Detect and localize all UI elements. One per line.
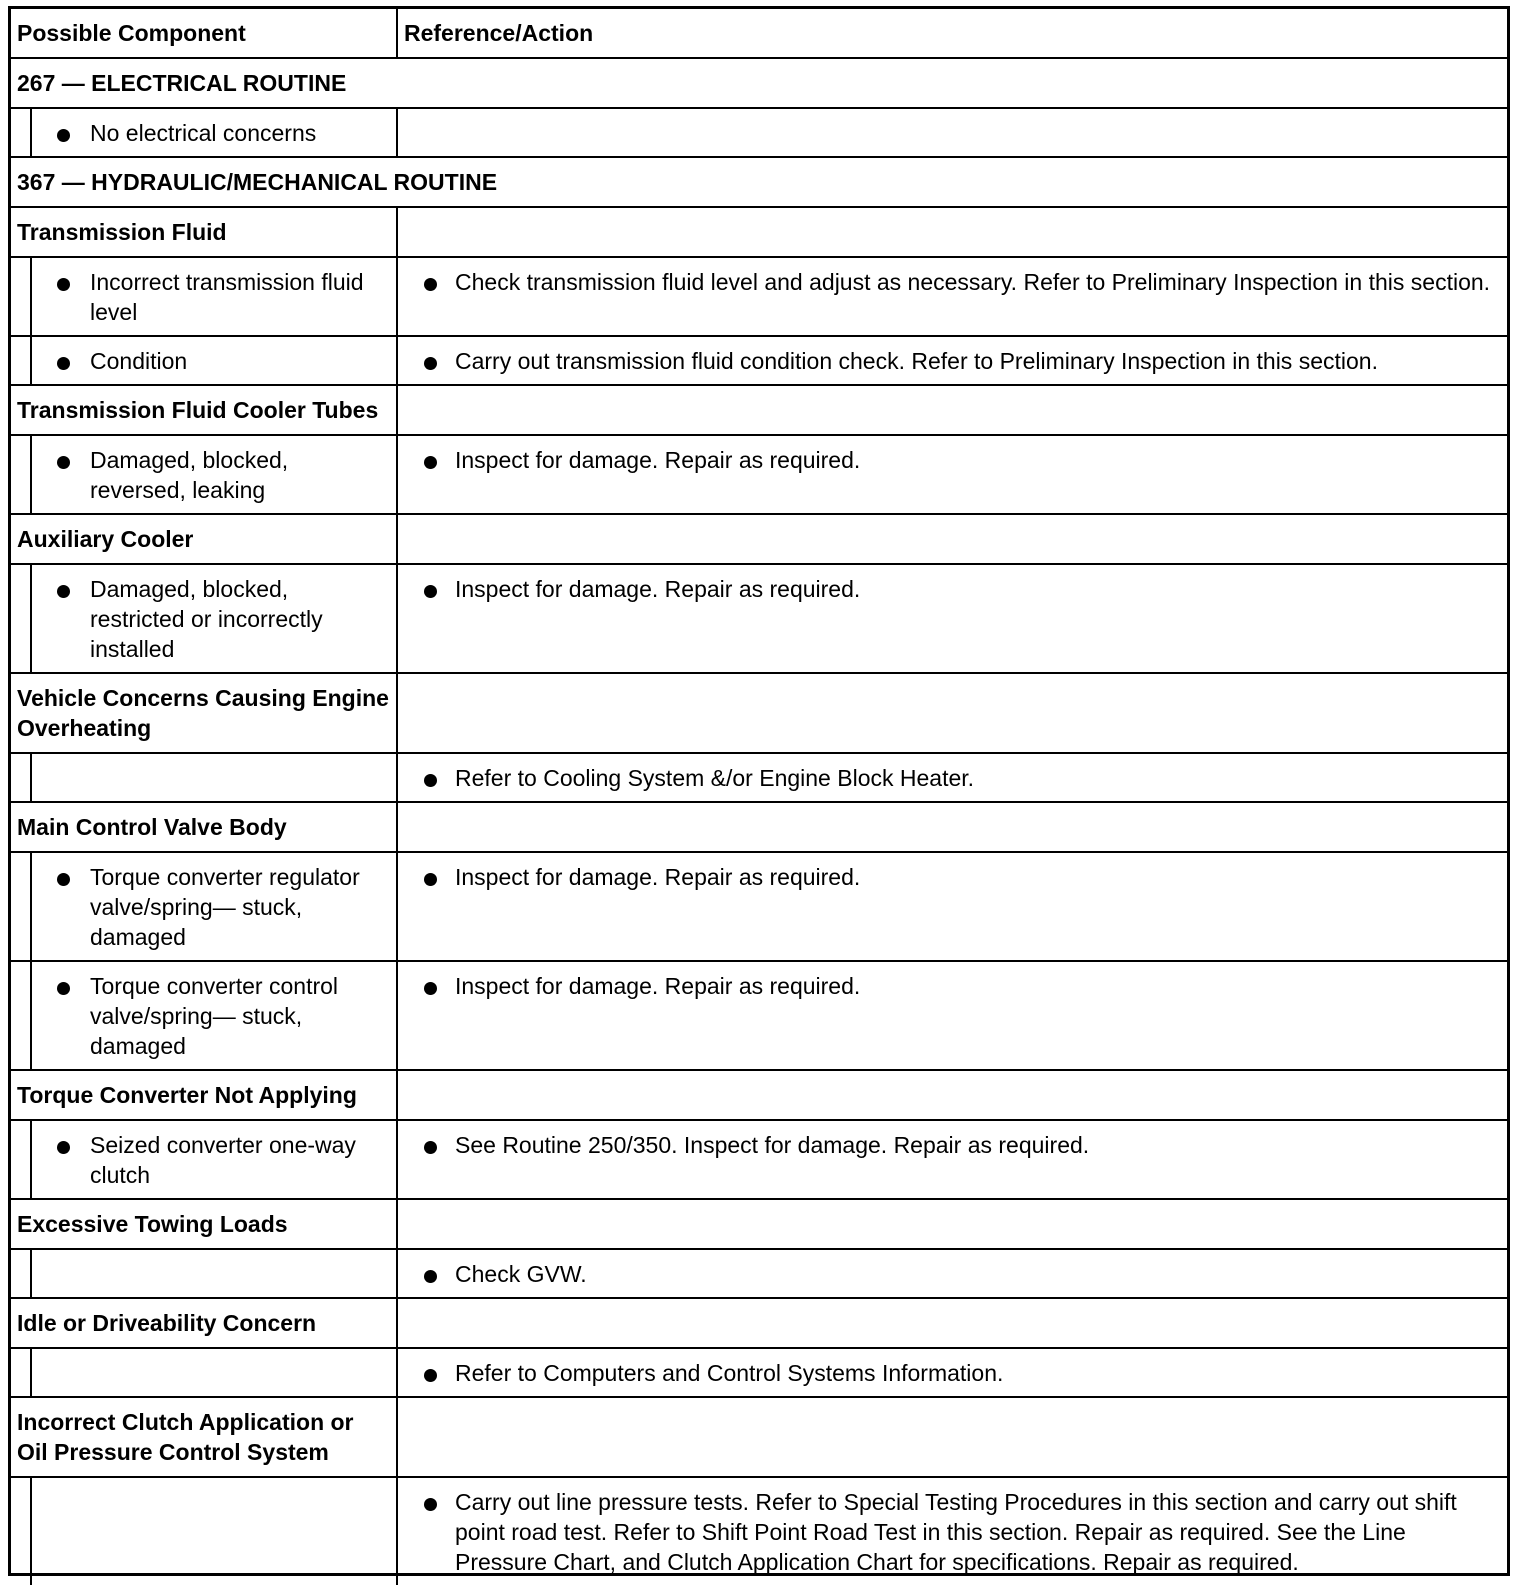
group-auxiliary-cooler: Auxiliary Cooler bbox=[11, 514, 397, 564]
component-text: Incorrect transmission fluid level bbox=[90, 269, 364, 325]
action-cell bbox=[397, 1120, 1507, 1199]
group-clutch-application: Incorrect Clutch Application or Oil Pressure Control System bbox=[11, 1397, 397, 1477]
action-cell bbox=[397, 753, 1507, 802]
action-cell bbox=[397, 1070, 1507, 1120]
group-engine-overheating: Vehicle Concerns Causing Engine Overheating bbox=[11, 673, 397, 753]
indent-cell bbox=[11, 1249, 31, 1298]
group-cooler-tubes: Transmission Fluid Cooler Tubes bbox=[11, 385, 397, 435]
action-cell bbox=[397, 514, 1507, 564]
bullet-icon bbox=[424, 1498, 437, 1511]
bullet-icon bbox=[57, 585, 70, 598]
action-text: Inspect for damage. Repair as required. bbox=[455, 447, 861, 473]
bullet-icon bbox=[424, 873, 437, 886]
indent-cell bbox=[11, 852, 31, 961]
header-possible-component: Possible Component bbox=[11, 9, 397, 58]
item-row bbox=[11, 1249, 1507, 1298]
action-text: Refer to Computers and Control Systems Information. bbox=[455, 1360, 1004, 1386]
action-cell bbox=[397, 1397, 1507, 1477]
group-torque-converter-not-applying: Torque Converter Not Applying bbox=[11, 1070, 397, 1120]
section-electrical-routine: 267 — ELECTRICAL ROUTINE bbox=[11, 58, 1507, 108]
item-row bbox=[11, 435, 1507, 514]
action-text: Carry out line pressure tests. Refer to Special Testing Procedures in this section and carry out shift point road test. Refer to Shift Point Road Test in this section. Repair as required. See the Line Pressure Chart, and Clutch Application Chart for specifications. Repair as required. bbox=[455, 1489, 1457, 1575]
section-row bbox=[11, 157, 1507, 207]
group-row bbox=[11, 207, 1507, 257]
component-cell bbox=[31, 1348, 397, 1397]
component-text: Torque converter regulator valve/spring— stuck, damaged bbox=[90, 864, 360, 950]
bullet-icon bbox=[424, 1141, 437, 1154]
bullet-icon bbox=[424, 585, 437, 598]
group-row bbox=[11, 385, 1507, 435]
action-cell bbox=[397, 1249, 1507, 1298]
bullet-icon bbox=[57, 982, 70, 995]
component-cell bbox=[31, 108, 397, 157]
indent-cell bbox=[11, 435, 31, 514]
bullet-icon bbox=[424, 456, 437, 469]
item-row bbox=[11, 1348, 1507, 1397]
bullet-icon bbox=[424, 982, 437, 995]
group-excessive-towing-loads: Excessive Towing Loads bbox=[11, 1199, 397, 1249]
item-row bbox=[11, 753, 1507, 802]
item-row bbox=[11, 336, 1507, 385]
component-cell bbox=[31, 1249, 397, 1298]
action-text: Refer to Cooling System &/or Engine Block Heater. bbox=[455, 765, 975, 791]
component-cell bbox=[31, 961, 397, 1070]
diagnostic-table-frame bbox=[8, 6, 1510, 1576]
group-transmission-fluid: Transmission Fluid bbox=[11, 207, 397, 257]
group-row bbox=[11, 1199, 1507, 1249]
indent-cell bbox=[11, 257, 31, 336]
group-row bbox=[11, 802, 1507, 852]
bullet-icon bbox=[424, 278, 437, 291]
action-cell bbox=[397, 385, 1507, 435]
group-row bbox=[11, 1298, 1507, 1348]
group-row bbox=[11, 514, 1507, 564]
indent-cell bbox=[11, 753, 31, 802]
action-cell bbox=[397, 207, 1507, 257]
bullet-icon bbox=[424, 1270, 437, 1283]
bullet-icon bbox=[57, 278, 70, 291]
component-cell bbox=[31, 1120, 397, 1199]
bullet-icon bbox=[57, 456, 70, 469]
indent-cell bbox=[11, 1477, 31, 1585]
action-text: Carry out transmission fluid condition check. Refer to Preliminary Inspection in this section. bbox=[455, 348, 1378, 374]
component-cell bbox=[31, 336, 397, 385]
action-cell bbox=[397, 435, 1507, 514]
component-cell bbox=[31, 257, 397, 336]
action-text: See Routine 250/350. Inspect for damage. Repair as required. bbox=[455, 1132, 1090, 1158]
item-row bbox=[11, 1120, 1507, 1199]
action-cell bbox=[397, 961, 1507, 1070]
component-text: No electrical concerns bbox=[90, 120, 317, 146]
indent-cell bbox=[11, 336, 31, 385]
action-cell bbox=[397, 1199, 1507, 1249]
action-cell bbox=[397, 1298, 1507, 1348]
action-cell bbox=[397, 852, 1507, 961]
action-text: Inspect for damage. Repair as required. bbox=[455, 864, 861, 890]
section-row bbox=[11, 58, 1507, 108]
item-row bbox=[11, 564, 1507, 673]
action-text: Check GVW. bbox=[455, 1261, 587, 1287]
component-text: Damaged, blocked, reversed, leaking bbox=[90, 447, 289, 503]
action-cell bbox=[397, 802, 1507, 852]
action-text: Inspect for damage. Repair as required. bbox=[455, 576, 861, 602]
section-hydraulic-mechanical-routine: 367 — HYDRAULIC/MECHANICAL ROUTINE bbox=[11, 157, 1507, 207]
item-row bbox=[11, 852, 1507, 961]
action-cell bbox=[397, 1348, 1507, 1397]
indent-cell bbox=[11, 108, 31, 157]
group-idle-driveability: Idle or Driveability Concern bbox=[11, 1298, 397, 1348]
component-cell bbox=[31, 852, 397, 961]
bullet-icon bbox=[424, 357, 437, 370]
item-row bbox=[11, 257, 1507, 336]
item-row bbox=[11, 1477, 1507, 1585]
component-text: Condition bbox=[90, 348, 188, 374]
bullet-icon bbox=[57, 357, 70, 370]
action-cell bbox=[397, 564, 1507, 673]
component-text: Damaged, blocked, restricted or incorrectly installed bbox=[90, 576, 323, 662]
component-text: Torque converter control valve/spring— stuck, damaged bbox=[90, 973, 339, 1059]
item-row bbox=[11, 961, 1507, 1070]
component-cell bbox=[31, 435, 397, 514]
bullet-icon bbox=[57, 1141, 70, 1154]
action-cell bbox=[397, 108, 1507, 157]
indent-cell bbox=[11, 1120, 31, 1199]
component-cell bbox=[31, 1477, 397, 1585]
indent-cell bbox=[11, 961, 31, 1070]
action-text: Inspect for damage. Repair as required. bbox=[455, 973, 861, 999]
group-row bbox=[11, 1397, 1507, 1477]
indent-cell bbox=[11, 564, 31, 673]
bullet-icon bbox=[424, 774, 437, 787]
bullet-icon bbox=[424, 1369, 437, 1382]
bullet-icon bbox=[57, 129, 70, 142]
bullet-icon bbox=[57, 873, 70, 886]
group-row bbox=[11, 1070, 1507, 1120]
action-text: Check transmission fluid level and adjust as necessary. Refer to Preliminary Inspection in this section. bbox=[455, 269, 1491, 295]
component-text: Seized converter one-way clutch bbox=[90, 1132, 356, 1188]
action-cell bbox=[397, 336, 1507, 385]
action-cell bbox=[397, 1477, 1507, 1585]
component-cell bbox=[31, 564, 397, 673]
header-reference-action: Reference/Action bbox=[397, 9, 1507, 58]
group-row bbox=[11, 673, 1507, 753]
header-row bbox=[11, 9, 1507, 58]
indent-cell bbox=[11, 1348, 31, 1397]
item-row bbox=[11, 108, 1507, 157]
action-cell bbox=[397, 673, 1507, 753]
action-cell bbox=[397, 257, 1507, 336]
component-cell bbox=[31, 753, 397, 802]
group-main-control-valve-body: Main Control Valve Body bbox=[11, 802, 397, 852]
diagnostic-table bbox=[11, 9, 1507, 1585]
